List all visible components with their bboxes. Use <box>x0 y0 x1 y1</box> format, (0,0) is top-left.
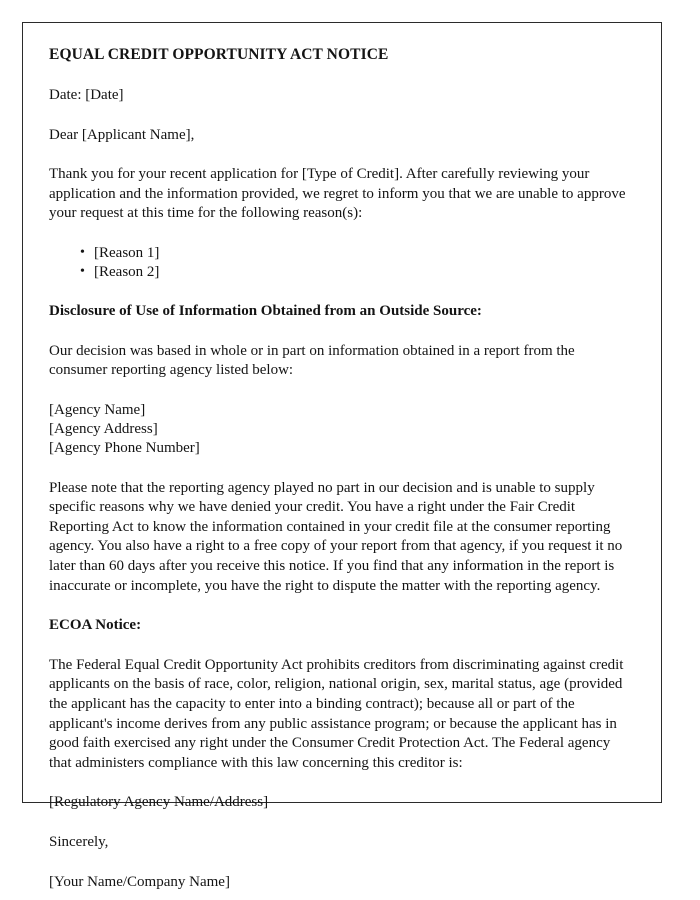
date-line: Date: [Date] <box>49 87 124 103</box>
document-body <box>23 23 661 892</box>
closing-line: Sincerely, <box>49 833 109 850</box>
regulatory-agency-line: [Regulatory Agency Name/Address] <box>49 794 269 811</box>
disclosure-heading: Disclosure of Use of Information Obtained from an Outside Source: <box>49 302 482 319</box>
document-page <box>22 22 662 890</box>
list-item: • [Reason 1] <box>49 244 635 263</box>
list-item: • [Reason 2] <box>49 263 635 282</box>
salutation-line: Dear [Applicant Name], <box>49 126 195 143</box>
ecoa-heading: ECOA Notice: <box>49 617 142 634</box>
agency-phone-line: [Agency Phone Number] <box>49 440 200 457</box>
agency-address-block <box>49 401 635 459</box>
reason-list <box>49 244 635 282</box>
page-title: EQUAL CREDIT OPPORTUNITY ACT NOTICE <box>49 46 389 63</box>
agency-name-line: [Agency Name] <box>49 401 146 418</box>
disclosure-body: Our decision was based in whole or in part on information obtained in a report from the consumer reporting agency listed below: <box>49 342 575 379</box>
signature-block-line: [Your Name/Company Name] <box>49 873 230 890</box>
ecoa-body-paragraph: The Federal Equal Credit Opportunity Act prohibits creditors from discriminating against credit applicants on the basis of race, color, religion, national origin, sex, marital status, age (provided the applicant has the capacity to enter into a binding contract); because all or part of the applicant's income derives from any public assistance program; or because the applicant has in good faith exercised any right under the Consumer Credit Protection Act. The Federal agency that administers compliance with this law concerning this creditor is: <box>49 656 624 771</box>
reporting-rights-paragraph: Please note that the reporting agency played no part in our decision and is unable to supply specific reasons why we have denied your credit. You have a right under the Fair Credit Reporting Act to know the information contained in your credit file at the consumer reporting agency. You also have a right to a free copy of your report from that agency, if you request it no later than 60 days after you receive this notice. If you find that any information in the report is inaccurate or incomplete, you have the right to dispute the matter with the reporting agency. <box>49 479 623 594</box>
agency-address-line: [Agency Address] <box>49 421 158 438</box>
intro-paragraph: Thank you for your recent application for [Type of Credit]. After carefully reviewing your application and the information provided, we regret to inform you that we are unable to approve your request at this time for the following reason(s): <box>49 166 626 222</box>
